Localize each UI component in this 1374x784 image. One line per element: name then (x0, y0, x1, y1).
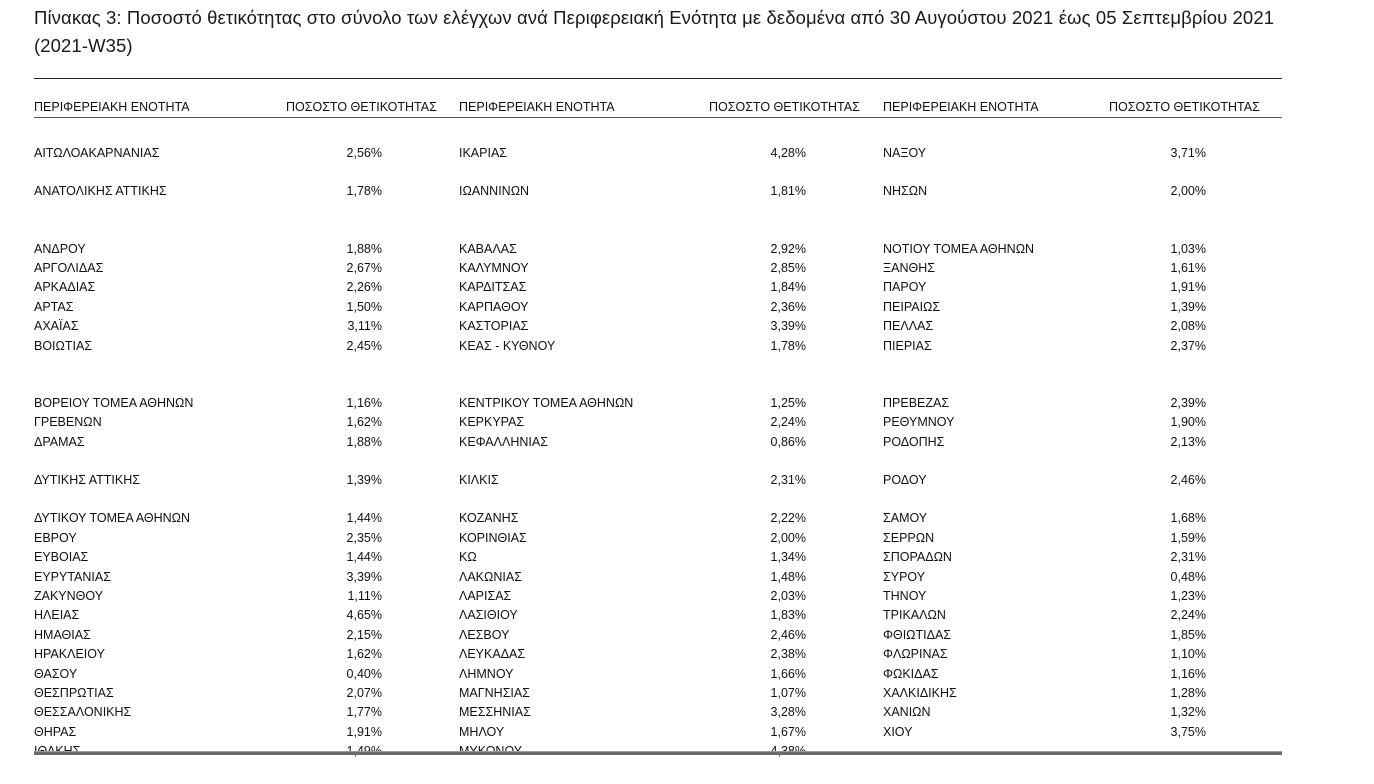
positivity-cell: 2,15% (346, 628, 382, 642)
positivity-cell: 2,07% (346, 686, 382, 700)
region-cell: ΕΥΡΥΤΑΝΙΑΣ (34, 570, 111, 584)
region-cell: ΚΕΦΑΛΛΗΝΙΑΣ (459, 435, 548, 449)
positivity-cell: 2,24% (770, 415, 806, 429)
positivity-cell: 1,78% (346, 184, 382, 198)
positivity-cell: 2,26% (346, 280, 382, 294)
table-row (34, 396, 1282, 415)
positivity-cell: 1,77% (346, 705, 382, 719)
positivity-cell: 1,50% (346, 300, 382, 314)
header-region-1: ΠΕΡΙΦΕΡΕΙΑΚΗ ΕΝΟΤΗΤΑ (34, 100, 190, 114)
region-cell: ΜΕΣΣΗΝΙΑΣ (459, 705, 531, 719)
table-row (34, 184, 1282, 203)
positivity-table (34, 100, 1282, 739)
region-cell: ΑΧΑΪΑΣ (34, 319, 79, 333)
region-cell: ΘΕΣΣΑΛΟΝΙΚΗΣ (34, 705, 132, 719)
region-cell: ΑΙΤΩΛΟΑΚΑΡΝΑΝΙΑΣ (34, 146, 160, 160)
positivity-cell: 2,31% (770, 473, 806, 487)
positivity-cell: 1,44% (346, 550, 382, 564)
positivity-cell: 2,00% (1170, 184, 1206, 198)
region-cell: ΚΕΑΣ - ΚΥΘΝΟΥ (459, 339, 556, 353)
positivity-cell: 2,03% (770, 589, 806, 603)
region-cell: ΠΕΙΡΑΙΩΣ (883, 300, 941, 314)
region-cell: ΦΩΚΙΔΑΣ (883, 667, 939, 681)
positivity-cell: 1,44% (346, 511, 382, 525)
region-cell: ΒΟΡΕΙΟΥ ΤΟΜΕΑ ΑΘΗΝΩΝ (34, 396, 194, 410)
positivity-cell: 2,56% (346, 146, 382, 160)
region-cell: ΘΗΡΑΣ (34, 725, 77, 739)
positivity-cell: 4,28% (770, 146, 806, 160)
table-row (34, 550, 1282, 569)
region-cell: ΦΛΩΡΙΝΑΣ (883, 647, 948, 661)
positivity-cell: 2,85% (770, 261, 806, 275)
positivity-cell: 1,68% (1170, 511, 1206, 525)
region-cell: ΛΑΣΙΘΙΟΥ (459, 608, 518, 622)
positivity-cell: 1,34% (770, 550, 806, 564)
positivity-cell: 1,32% (1170, 705, 1206, 719)
positivity-cell: 0,48% (1170, 570, 1206, 584)
positivity-cell: 1,84% (770, 280, 806, 294)
positivity-cell: 2,22% (770, 511, 806, 525)
region-cell: ΗΛΕΙΑΣ (34, 608, 80, 622)
region-cell: ΝΑΞΟΥ (883, 146, 927, 160)
table-row (34, 628, 1282, 647)
region-cell: ΛΑΚΩΝΙΑΣ (459, 570, 522, 584)
table-row (34, 608, 1282, 627)
positivity-cell: 1,83% (770, 608, 806, 622)
region-cell: ΔΥΤΙΚΗΣ ΑΤΤΙΚΗΣ (34, 473, 140, 487)
top-divider (34, 78, 1282, 79)
region-cell: ΚΕΝΤΡΙΚΟΥ ΤΟΜΕΑ ΑΘΗΝΩΝ (459, 396, 634, 410)
positivity-cell: 2,46% (1170, 473, 1206, 487)
positivity-cell: 3,11% (347, 319, 382, 333)
region-cell: ΚΑΡΠΑΘΟΥ (459, 300, 529, 314)
region-cell: ΝΗΣΩΝ (883, 184, 928, 198)
table-row (34, 473, 1282, 492)
region-cell: ΕΒΡΟΥ (34, 531, 77, 545)
region-cell: ΗΜΑΘΙΑΣ (34, 628, 91, 642)
positivity-cell: 1,61% (1170, 261, 1206, 275)
region-cell: ΕΥΒΟΙΑΣ (34, 550, 89, 564)
positivity-cell: 2,45% (346, 339, 382, 353)
region-cell: ΑΡΚΑΔΙΑΣ (34, 280, 96, 294)
region-cell: ΜΑΓΝΗΣΙΑΣ (459, 686, 530, 700)
positivity-cell: 1,66% (770, 667, 806, 681)
region-cell: ΡΕΘΥΜΝΟΥ (883, 415, 955, 429)
positivity-cell: 3,75% (1170, 725, 1206, 739)
region-cell: ΖΑΚΥΝΘΟΥ (34, 589, 104, 603)
positivity-cell: 1,62% (346, 415, 382, 429)
region-cell: ΛΕΣΒΟΥ (459, 628, 510, 642)
region-cell: ΜΗΛΟΥ (459, 725, 505, 739)
table-row (34, 261, 1282, 280)
table-header-row (34, 100, 1282, 118)
table-row (34, 725, 1282, 744)
table-row (34, 319, 1282, 338)
positivity-cell: 2,13% (1170, 435, 1206, 449)
region-cell: ΑΝΔΡΟΥ (34, 242, 86, 256)
region-cell: ΠΕΛΛΑΣ (883, 319, 934, 333)
positivity-cell: 2,37% (1170, 339, 1206, 353)
table-row (34, 686, 1282, 705)
table-caption: Πίνακας 3: Ποσοστό θετικότητας στο σύνολο των ελέγχων ανά Περιφερειακή Ενότητα με δεδομένα από 30 Αυγούστου 2021 έως 05 Σεπτεμβρίου 2021 (2021-W35) (34, 7, 1275, 56)
positivity-cell: 1,85% (1170, 628, 1206, 642)
region-cell: ΤΗΝΟΥ (883, 589, 927, 603)
positivity-cell: 1,23% (1170, 589, 1206, 603)
region-cell: ΗΡΑΚΛΕΙΟΥ (34, 647, 105, 661)
positivity-cell: 1,07% (770, 686, 806, 700)
region-cell: ΔΡΑΜΑΣ (34, 435, 85, 449)
region-cell: ΑΡΓΟΛΙΔΑΣ (34, 261, 104, 275)
positivity-cell: 2,08% (1170, 319, 1206, 333)
region-cell: ΠΙΕΡΙΑΣ (883, 339, 932, 353)
positivity-cell: 2,00% (770, 531, 806, 545)
positivity-cell: 1,39% (346, 473, 382, 487)
region-cell: ΑΡΤΑΣ (34, 300, 74, 314)
table-row (34, 280, 1282, 299)
region-cell: ΚΙΛΚΙΣ (459, 473, 499, 487)
positivity-cell: 3,39% (770, 319, 806, 333)
positivity-cell: 1,88% (346, 242, 382, 256)
table-row (34, 531, 1282, 550)
positivity-cell: 1,81% (770, 184, 806, 198)
positivity-cell: 1,03% (1170, 242, 1206, 256)
region-cell: ΛΗΜΝΟΥ (459, 667, 514, 681)
positivity-cell: 3,71% (1170, 146, 1206, 160)
header-region-2: ΠΕΡΙΦΕΡΕΙΑΚΗ ΕΝΟΤΗΤΑ (459, 100, 615, 114)
positivity-cell: 1,78% (770, 339, 806, 353)
region-cell: ΚΕΡΚΥΡΑΣ (459, 415, 525, 429)
table-row (34, 667, 1282, 686)
table-row (34, 242, 1282, 261)
positivity-cell: 2,36% (770, 300, 806, 314)
region-cell: ΒΟΙΩΤΙΑΣ (34, 339, 93, 353)
table-row (34, 300, 1282, 319)
region-cell: ΛΑΡΙΣΑΣ (459, 589, 512, 603)
positivity-cell: 1,59% (1170, 531, 1206, 545)
region-cell: ΣΕΡΡΩΝ (883, 531, 935, 545)
positivity-cell: 0,86% (770, 435, 806, 449)
positivity-cell: 1,62% (346, 647, 382, 661)
positivity-cell: 1,67% (770, 725, 806, 739)
table-row (34, 435, 1282, 454)
positivity-cell: 2,46% (770, 628, 806, 642)
region-cell: ΡΟΔΟΥ (883, 473, 927, 487)
positivity-cell: 1,48% (770, 570, 806, 584)
region-cell: ΓΡΕΒΕΝΩΝ (34, 415, 102, 429)
positivity-cell: 2,92% (770, 242, 806, 256)
positivity-cell: 1,39% (1170, 300, 1206, 314)
positivity-cell: 1,16% (346, 396, 382, 410)
table-row (34, 511, 1282, 530)
table-row (34, 146, 1282, 165)
positivity-cell: 2,31% (1170, 550, 1206, 564)
positivity-cell: 2,67% (346, 261, 382, 275)
region-cell: ΧΑΝΙΩΝ (883, 705, 931, 719)
positivity-cell: 1,90% (1170, 415, 1206, 429)
positivity-cell: 1,11% (347, 589, 382, 603)
positivity-cell: 1,25% (770, 396, 806, 410)
table-row (34, 647, 1282, 666)
region-cell: ΘΑΣΟΥ (34, 667, 78, 681)
region-cell: ΚΑΒΑΛΑΣ (459, 242, 517, 256)
region-cell: ΚΑΡΔΙΤΣΑΣ (459, 280, 527, 294)
region-cell: ΣΠΟΡΑΔΩΝ (883, 550, 952, 564)
positivity-cell: 3,39% (346, 570, 382, 584)
bottom-divider (34, 751, 1282, 755)
region-cell: ΦΘΙΩΤΙΔΑΣ (883, 628, 952, 642)
region-cell: ΞΑΝΘΗΣ (883, 261, 935, 275)
table-row (34, 339, 1282, 358)
region-cell: ΡΟΔΟΠΗΣ (883, 435, 945, 449)
region-cell: ΘΕΣΠΡΩΤΙΑΣ (34, 686, 114, 700)
region-cell: ΔΥΤΙΚΟΥ ΤΟΜΕΑ ΑΘΗΝΩΝ (34, 511, 191, 525)
positivity-cell: 3,28% (770, 705, 806, 719)
region-cell: ΠΡΕΒΕΖΑΣ (883, 396, 950, 410)
positivity-cell: 1,91% (346, 725, 382, 739)
table-row (34, 570, 1282, 589)
region-cell: ΙΩΑΝΝΙΝΩΝ (459, 184, 530, 198)
region-cell: ΧΙΟΥ (883, 725, 913, 739)
table-row (34, 705, 1282, 724)
header-positivity-2: ΠΟΣΟΣΤΟ ΘΕΤΙΚΟΤΗΤΑΣ (709, 100, 860, 114)
header-region-3: ΠΕΡΙΦΕΡΕΙΑΚΗ ΕΝΟΤΗΤΑ (883, 100, 1039, 114)
region-cell: ΝΟΤΙΟΥ ΤΟΜΕΑ ΑΘΗΝΩΝ (883, 242, 1035, 256)
positivity-cell: 2,38% (770, 647, 806, 661)
header-positivity-3: ΠΟΣΟΣΤΟ ΘΕΤΙΚΟΤΗΤΑΣ (1109, 100, 1260, 114)
region-cell: ΑΝΑΤΟΛΙΚΗΣ ΑΤΤΙΚΗΣ (34, 184, 167, 198)
region-cell: ΚΑΣΤΟΡΙΑΣ (459, 319, 529, 333)
region-cell: ΠΑΡΟΥ (883, 280, 927, 294)
positivity-cell: 1,88% (346, 435, 382, 449)
table-row (34, 589, 1282, 608)
positivity-cell: 1,91% (1170, 280, 1206, 294)
positivity-cell: 4,65% (346, 608, 382, 622)
header-positivity-1: ΠΟΣΟΣΤΟ ΘΕΤΙΚΟΤΗΤΑΣ (286, 100, 437, 114)
region-cell: ΛΕΥΚΑΔΑΣ (459, 647, 526, 661)
positivity-cell: 1,28% (1170, 686, 1206, 700)
positivity-cell: 2,39% (1170, 396, 1206, 410)
region-cell: ΤΡΙΚΑΛΩΝ (883, 608, 946, 622)
region-cell: ΣΑΜΟΥ (883, 511, 928, 525)
region-cell: ΙΚΑΡΙΑΣ (459, 146, 508, 160)
positivity-cell: 2,24% (1170, 608, 1206, 622)
region-cell: ΚΩ (459, 550, 477, 564)
region-cell: ΧΑΛΚΙΔΙΚΗΣ (883, 686, 957, 700)
positivity-cell: 1,10% (1170, 647, 1206, 661)
region-cell: ΣΥΡΟΥ (883, 570, 926, 584)
region-cell: ΚΟΖΑΝΗΣ (459, 511, 519, 525)
positivity-cell: 0,40% (346, 667, 382, 681)
table-row (34, 415, 1282, 434)
positivity-cell: 2,35% (346, 531, 382, 545)
region-cell: ΚΑΛΥΜΝΟΥ (459, 261, 529, 275)
positivity-cell: 1,16% (1170, 667, 1206, 681)
region-cell: ΚΟΡΙΝΘΙΑΣ (459, 531, 527, 545)
